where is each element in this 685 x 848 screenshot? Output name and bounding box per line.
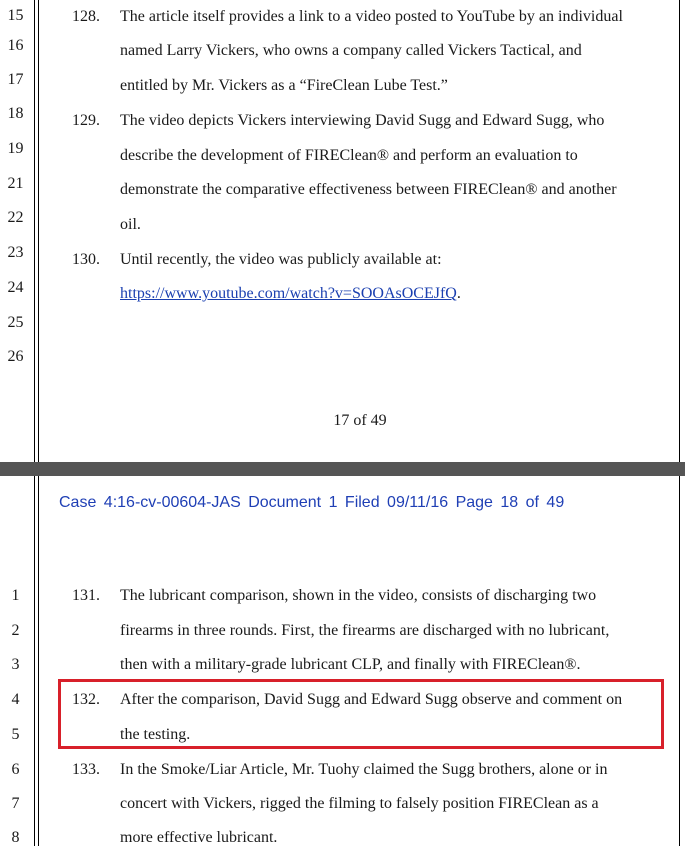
page-footer: 17 of 49 bbox=[333, 412, 387, 429]
line-number: 1 bbox=[11, 587, 20, 604]
paragraph-line: After the comparison, David Sugg and Edward Sugg observe and comment on bbox=[120, 691, 623, 708]
paragraph-number: 128. bbox=[72, 8, 100, 25]
youtube-video-link[interactable]: https://www.youtube.com/watch?v=SOOAsOCEJfQ bbox=[120, 285, 457, 302]
paragraph-line: The lubricant comparison, shown in the video, consists of discharging two bbox=[120, 587, 597, 604]
paragraph-number: 131. bbox=[72, 587, 100, 604]
paragraph-line: describe the development of FIREClean® and perform an evaluation to bbox=[120, 147, 578, 164]
paragraph-line: Until recently, the video was publicly available at: bbox=[120, 251, 442, 268]
paragraph-line: the testing. bbox=[120, 726, 191, 743]
line-number: 7 bbox=[11, 795, 20, 812]
paragraph-number: 130. bbox=[72, 251, 100, 268]
paragraph-line: then with a military-grade lubricant CLP, and finally with FIREClean®. bbox=[120, 656, 581, 673]
paragraph-line: The article itself provides a link to a video posted to YouTube by an individual bbox=[120, 8, 623, 25]
margin-rule-left-inner bbox=[38, 476, 39, 846]
line-number: 8 bbox=[11, 829, 20, 846]
paragraph-line: named Larry Vickers, who owns a company called Vickers Tactical, and bbox=[120, 42, 582, 59]
line-number: 5 bbox=[11, 726, 20, 743]
line-number: 26 bbox=[7, 348, 24, 365]
paragraph-line bbox=[120, 284, 461, 304]
case-header: Case 4:16-cv-00604-JAS Document 1 Filed 09/11/16 Page 18 of 49 bbox=[59, 494, 565, 511]
paragraph-number: 133. bbox=[72, 761, 100, 778]
line-number: 21 bbox=[7, 175, 24, 192]
line-number: 19 bbox=[7, 140, 24, 157]
paragraph-number: 132. bbox=[72, 691, 100, 708]
line-number: 16 bbox=[7, 37, 24, 54]
line-number: 17 bbox=[7, 71, 24, 88]
margin-rule-left-outer bbox=[34, 0, 35, 462]
line-number: 25 bbox=[7, 314, 24, 331]
line-number: 3 bbox=[11, 656, 20, 673]
paragraph-line: The video depicts Vickers interviewing David Sugg and Edward Sugg, who bbox=[120, 112, 605, 129]
margin-rule-right bbox=[679, 476, 680, 846]
line-number: 6 bbox=[11, 761, 20, 778]
paragraph-line: demonstrate the comparative effectiveness between FIREClean® and another bbox=[120, 181, 617, 198]
paragraph-line: concert with Vickers, rigged the filming to falsely position FIREClean as a bbox=[120, 795, 599, 812]
line-number: 2 bbox=[11, 622, 20, 639]
margin-rule-left-inner bbox=[38, 0, 39, 462]
line-number: 23 bbox=[7, 244, 24, 261]
margin-rule-right bbox=[679, 0, 680, 462]
line-number: 4 bbox=[11, 691, 20, 708]
page-separator bbox=[0, 462, 685, 476]
line-number: 24 bbox=[7, 279, 24, 296]
paragraph-line: firearms in three rounds. First, the firearms are discharged with no lubricant, bbox=[120, 622, 610, 639]
paragraph-line: entitled by Mr. Vickers as a “FireClean Lube Test.” bbox=[120, 77, 448, 94]
document-page-18 bbox=[0, 476, 685, 846]
paragraph-line: oil. bbox=[120, 216, 141, 233]
paragraph-line: In the Smoke/Liar Article, Mr. Tuohy claimed the Sugg brothers, alone or in bbox=[120, 761, 608, 778]
line-number: 22 bbox=[7, 209, 24, 226]
margin-rule-left-outer bbox=[34, 476, 35, 846]
link-suffix: . bbox=[456, 285, 461, 302]
paragraph-line: more effective lubricant. bbox=[120, 829, 278, 846]
paragraph-number: 129. bbox=[72, 112, 100, 129]
line-number: 15 bbox=[7, 7, 24, 24]
line-number: 18 bbox=[7, 105, 24, 122]
